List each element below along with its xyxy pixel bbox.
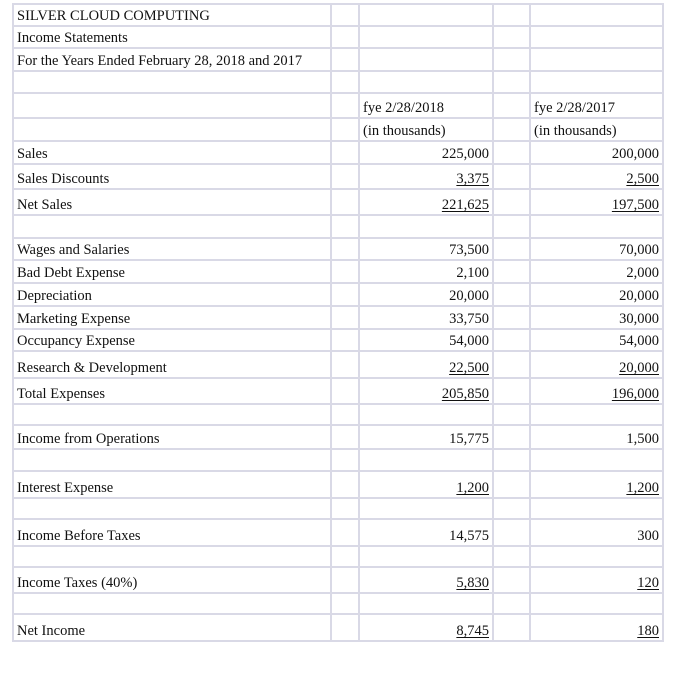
column-units-2017[interactable]: (in thousands) xyxy=(530,118,663,141)
cell[interactable] xyxy=(331,329,359,351)
row-label[interactable]: Research & Development xyxy=(13,351,331,378)
cell[interactable] xyxy=(493,215,530,238)
cell[interactable] xyxy=(13,118,331,141)
title-row-company xyxy=(13,4,663,26)
value-2018[interactable]: 14,575 xyxy=(359,519,493,546)
cell[interactable] xyxy=(331,48,359,71)
blank-row xyxy=(13,449,663,471)
cell[interactable] xyxy=(530,4,663,26)
blank-row xyxy=(13,404,663,425)
cell[interactable] xyxy=(13,404,331,425)
value-2017[interactable]: 2,500 xyxy=(530,164,663,189)
cell[interactable] xyxy=(331,93,359,118)
cell[interactable] xyxy=(493,425,530,449)
row-label[interactable]: Wages and Salaries xyxy=(13,238,331,260)
cell[interactable] xyxy=(493,546,530,567)
row-label[interactable]: Bad Debt Expense xyxy=(13,260,331,283)
value-2017[interactable]: 120 xyxy=(530,567,663,593)
row-research-and-development xyxy=(13,351,663,378)
cell[interactable] xyxy=(530,546,663,567)
value-2018[interactable]: 54,000 xyxy=(359,329,493,351)
cell[interactable] xyxy=(331,449,359,471)
title-row-period xyxy=(13,48,663,71)
cell[interactable] xyxy=(493,238,530,260)
value-2018[interactable]: 15,775 xyxy=(359,425,493,449)
cell[interactable] xyxy=(493,404,530,425)
cell[interactable] xyxy=(493,164,530,189)
row-income-taxes xyxy=(13,567,663,593)
cell[interactable] xyxy=(359,449,493,471)
title-row-statement xyxy=(13,26,663,48)
cell[interactable] xyxy=(331,26,359,48)
column-units-2018[interactable]: (in thousands) xyxy=(359,118,493,141)
cell[interactable] xyxy=(493,351,530,378)
cell[interactable] xyxy=(331,215,359,238)
row-marketing-expense xyxy=(13,306,663,329)
row-label[interactable]: Income Taxes (40%) xyxy=(13,567,331,593)
cell[interactable] xyxy=(13,93,331,118)
row-label[interactable]: Net Income xyxy=(13,614,331,641)
cell[interactable] xyxy=(331,567,359,593)
header-row-2 xyxy=(13,118,663,141)
cell[interactable] xyxy=(530,26,663,48)
value-2018[interactable]: 33,750 xyxy=(359,306,493,329)
value-2018[interactable]: 205,850 xyxy=(359,378,493,404)
cell[interactable] xyxy=(493,471,530,498)
value-2017[interactable]: 197,500 xyxy=(530,189,663,215)
value-2017[interactable]: 2,000 xyxy=(530,260,663,283)
value-2017[interactable]: 54,000 xyxy=(530,329,663,351)
company-name[interactable]: SILVER CLOUD COMPUTING xyxy=(13,4,331,26)
row-wages-and-salaries xyxy=(13,238,663,260)
value-2018[interactable]: 225,000 xyxy=(359,141,493,164)
row-bad-debt-expense xyxy=(13,260,663,283)
row-label[interactable]: Sales Discounts xyxy=(13,164,331,189)
row-net-income xyxy=(13,614,663,641)
cell[interactable] xyxy=(331,498,359,519)
period-description[interactable]: For the Years Ended February 28, 2018 and 2017 xyxy=(13,48,331,71)
row-sales xyxy=(13,141,663,164)
cell[interactable] xyxy=(331,404,359,425)
cell[interactable] xyxy=(493,306,530,329)
cell[interactable] xyxy=(493,141,530,164)
column-header-2017[interactable]: fye 2/28/2017 xyxy=(530,93,663,118)
cell[interactable] xyxy=(331,71,359,93)
cell[interactable] xyxy=(331,238,359,260)
value-2018[interactable]: 221,625 xyxy=(359,189,493,215)
value-2017[interactable]: 300 xyxy=(530,519,663,546)
cell[interactable] xyxy=(359,404,493,425)
row-income-from-operations xyxy=(13,425,663,449)
value-2017[interactable]: 1,500 xyxy=(530,425,663,449)
row-depreciation xyxy=(13,283,663,306)
value-2017[interactable]: 70,000 xyxy=(530,238,663,260)
row-occupancy-expense xyxy=(13,329,663,351)
cell[interactable] xyxy=(331,546,359,567)
cell[interactable] xyxy=(331,378,359,404)
cell[interactable] xyxy=(530,449,663,471)
cell[interactable] xyxy=(493,498,530,519)
row-label[interactable]: Total Expenses xyxy=(13,378,331,404)
cell[interactable] xyxy=(530,593,663,614)
value-2018[interactable]: 8,745 xyxy=(359,614,493,641)
value-2018[interactable]: 2,100 xyxy=(359,260,493,283)
cell[interactable] xyxy=(13,449,331,471)
cell[interactable] xyxy=(13,593,331,614)
cell[interactable] xyxy=(359,48,493,71)
value-2017[interactable]: 20,000 xyxy=(530,351,663,378)
cell[interactable] xyxy=(331,283,359,306)
cell[interactable] xyxy=(359,4,493,26)
value-2017[interactable]: 180 xyxy=(530,614,663,641)
cell[interactable] xyxy=(13,546,331,567)
value-2018[interactable]: 22,500 xyxy=(359,351,493,378)
value-2017[interactable]: 200,000 xyxy=(530,141,663,164)
cell[interactable] xyxy=(331,519,359,546)
row-label[interactable]: Occupancy Expense xyxy=(13,329,331,351)
row-interest-expense xyxy=(13,471,663,498)
cell[interactable] xyxy=(359,546,493,567)
row-label[interactable]: Net Sales xyxy=(13,189,331,215)
cell[interactable] xyxy=(13,71,331,93)
cell[interactable] xyxy=(493,93,530,118)
cell[interactable] xyxy=(493,329,530,351)
cell[interactable] xyxy=(493,614,530,641)
row-label[interactable]: Marketing Expense xyxy=(13,306,331,329)
row-label[interactable]: Depreciation xyxy=(13,283,331,306)
value-2017[interactable]: 30,000 xyxy=(530,306,663,329)
row-label[interactable]: Sales xyxy=(13,141,331,164)
cell[interactable] xyxy=(331,141,359,164)
row-net-sales xyxy=(13,189,663,215)
cell[interactable] xyxy=(359,498,493,519)
cell[interactable] xyxy=(493,189,530,215)
cell[interactable] xyxy=(493,283,530,306)
cell[interactable] xyxy=(493,26,530,48)
cell[interactable] xyxy=(493,260,530,283)
value-2018[interactable]: 73,500 xyxy=(359,238,493,260)
value-2017[interactable]: 1,200 xyxy=(530,471,663,498)
blank-row xyxy=(13,215,663,238)
cell[interactable] xyxy=(493,4,530,26)
value-2017[interactable]: 196,000 xyxy=(530,378,663,404)
cell[interactable] xyxy=(359,215,493,238)
cell[interactable] xyxy=(530,48,663,71)
cell[interactable] xyxy=(530,71,663,93)
cell[interactable] xyxy=(13,215,331,238)
cell[interactable] xyxy=(331,189,359,215)
cell[interactable] xyxy=(493,567,530,593)
value-2018[interactable]: 5,830 xyxy=(359,567,493,593)
column-header-2018[interactable]: fye 2/28/2018 xyxy=(359,93,493,118)
cell[interactable] xyxy=(331,118,359,141)
cell[interactable] xyxy=(331,306,359,329)
cell[interactable] xyxy=(359,71,493,93)
cell[interactable] xyxy=(493,593,530,614)
statement-name[interactable]: Income Statements xyxy=(13,26,331,48)
value-2017[interactable]: 20,000 xyxy=(530,283,663,306)
cell[interactable] xyxy=(331,614,359,641)
cell[interactable] xyxy=(493,449,530,471)
cell[interactable] xyxy=(331,471,359,498)
cell[interactable] xyxy=(359,26,493,48)
cell[interactable] xyxy=(493,71,530,93)
cell[interactable] xyxy=(331,4,359,26)
row-label[interactable]: Income from Operations xyxy=(13,425,331,449)
cell[interactable] xyxy=(493,378,530,404)
cell[interactable] xyxy=(493,519,530,546)
cell[interactable] xyxy=(359,593,493,614)
value-2018[interactable]: 3,375 xyxy=(359,164,493,189)
cell[interactable] xyxy=(331,593,359,614)
cell[interactable] xyxy=(331,351,359,378)
blank-row xyxy=(13,593,663,614)
cell[interactable] xyxy=(530,215,663,238)
row-income-before-taxes xyxy=(13,519,663,546)
header-row-1 xyxy=(13,93,663,118)
blank-row xyxy=(13,71,663,93)
income-statement-table xyxy=(12,3,664,642)
value-2018[interactable]: 1,200 xyxy=(359,471,493,498)
cell[interactable] xyxy=(331,260,359,283)
row-sales-discounts xyxy=(13,164,663,189)
row-label[interactable]: Income Before Taxes xyxy=(13,519,331,546)
cell[interactable] xyxy=(13,498,331,519)
cell[interactable] xyxy=(530,404,663,425)
cell[interactable] xyxy=(493,118,530,141)
blank-row xyxy=(13,546,663,567)
cell[interactable] xyxy=(493,48,530,71)
row-label[interactable]: Interest Expense xyxy=(13,471,331,498)
cell[interactable] xyxy=(331,425,359,449)
blank-row xyxy=(13,498,663,519)
cell[interactable] xyxy=(530,498,663,519)
cell[interactable] xyxy=(331,164,359,189)
row-total-expenses xyxy=(13,378,663,404)
value-2018[interactable]: 20,000 xyxy=(359,283,493,306)
